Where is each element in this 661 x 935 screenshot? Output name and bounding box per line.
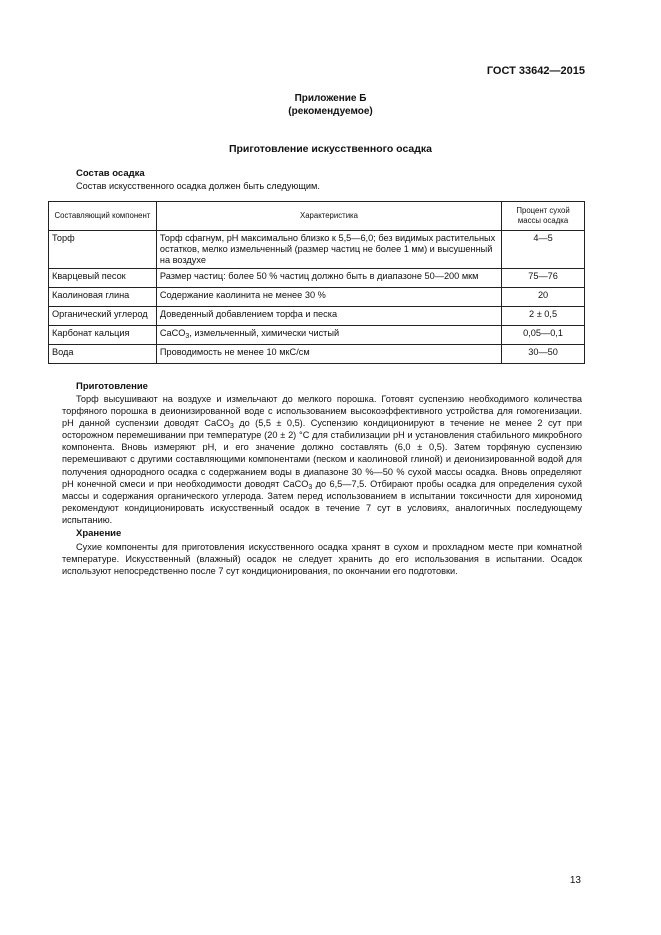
standard-number: ГОСТ 33642—2015 (486, 65, 585, 77)
appendix-title: Приложение Б (294, 93, 367, 104)
cell-characteristic: Торф сфагнум, рН максимально близко к 5,5—6,0; без видимых растительных остатков, мелко измельченный (размер частиц не более 1 мм) и высушенный на воздухе (156, 231, 501, 269)
table-row (49, 269, 585, 288)
page-number: 13 (569, 875, 581, 886)
storage-heading: Хранение (76, 528, 122, 539)
cell-component: Органический углерод (49, 307, 157, 326)
storage-text: Сухие компоненты для приготовления искусственного осадка хранят в сухом и прохладном месте при комнатной температуре. Искусственный (влажный) осадок не следует хранить до его использования в испытании. Осадок используют непосредственно после 7 сут кондиционирования, по окончании его подготовки. (62, 542, 582, 577)
composition-intro: Состав искусственного осадка должен быть следующим. (76, 181, 320, 191)
cell-characteristic: Доведенный добавлением торфа и песка (156, 307, 501, 326)
composition-heading: Состав осадка (76, 168, 145, 179)
preparation-heading: Приготовление (76, 381, 148, 392)
appendix-subtitle: (рекомендуемое) (288, 106, 373, 117)
cell-component: Каолиновая глина (49, 288, 157, 307)
cell-percent: 2 ± 0,5 (502, 307, 585, 326)
cell-percent: 75—76 (502, 269, 585, 288)
cell-characteristic: CaCO$_3$, измельченный, химически чистый (156, 326, 501, 345)
cell-component: Вода (49, 345, 157, 364)
table-header-row (49, 202, 585, 231)
table-row (49, 231, 585, 269)
cell-component: Кварцевый песок (49, 269, 157, 288)
cell-percent: 0,05—0,1 (502, 326, 585, 345)
appendix-heading (0, 92, 661, 118)
cell-percent: 4—5 (502, 231, 585, 269)
composition-table (48, 201, 585, 364)
column-header-percent: Процент сухой массы осадка (502, 202, 585, 231)
column-header-component: Составляющий компонент (49, 202, 157, 231)
cell-characteristic: Проводимость не менее 10 мкС/см (156, 345, 501, 364)
cell-component: Карбонат кальция (49, 326, 157, 345)
table-row (49, 288, 585, 307)
cell-component: Торф (49, 231, 157, 269)
cell-characteristic: Содержание каолинита не менее 30 % (156, 288, 501, 307)
table-row (49, 326, 585, 345)
preparation-text: Торф высушивают на воздухе и измельчают до мелкого порошка. Готовят суспензию необходимого количества торфяного порошка в деионизированной воде с использованием высокоэффективного устройства для гомогенизации. рН данной суспензии доводят CaCO$_3$ до (5,5 ± 0,5). Суспензию кондиционируют в течение не менее 2 сут при осторожном перемешивании при температуре (20 ± 2) °С для стабилизации рН и установления стабильного микробного компонента. Вновь измеряют рН, и его значение должно составлять (6,0 ± 0,5). Затем торфяную суспензию перемешивают с другими составляющими компонентами (песком и каолиновой глиной) и деионизированной водой для получения однородного осадка с содержанием воды в диапазоне 30 %—50 % сухой массы осадка. Вновь определяют рН конечной смеси и при необходимости доводят CaCO$_3$ до 6,5—7,5. Отбирают пробы осадка для определения сухой массы и содержания органического углерода. Затем перед использованием в испытании токсичности для хирономид рекомендуют кондиционировать искусственный осадок в течение 7 сут в условиях, аналогичных последующему испытанию. (62, 394, 582, 525)
table-row (49, 345, 585, 364)
column-header-characteristic: Характеристика (156, 202, 501, 231)
cell-percent: 30—50 (502, 345, 585, 364)
cell-characteristic: Размер частиц: более 50 % частиц должно быть в диапазоне 50—200 мкм (156, 269, 501, 288)
table-row (49, 307, 585, 326)
page-title: Приготовление искусственного осадка (228, 143, 433, 155)
cell-percent: 20 (502, 288, 585, 307)
